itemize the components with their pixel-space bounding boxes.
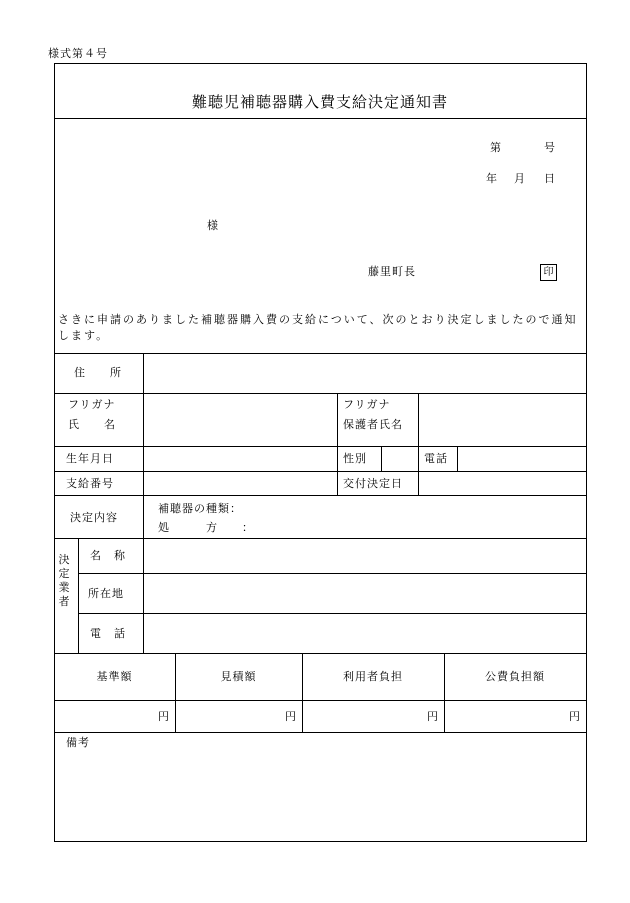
vendor-location-label: 所在地	[88, 587, 124, 600]
date-month: 月	[514, 172, 526, 185]
addressee-suffix: 様	[207, 219, 219, 232]
divider	[54, 732, 586, 733]
vendor-section-label	[56, 553, 72, 609]
doc-no-suffix: 号	[544, 141, 556, 154]
divider	[54, 471, 586, 472]
birthdate-label: 生年月日	[66, 452, 114, 465]
amount-header-estimate: 見積額	[220, 670, 257, 683]
divider	[78, 573, 586, 574]
seal-stamp: 印	[540, 264, 557, 281]
document-title: 難聴児補聴器購入費支給決定通知書	[191, 93, 448, 111]
prescription-label: 処 方 ：	[158, 521, 254, 534]
issue-date-label: 交付決定日	[343, 477, 403, 490]
vendor-label-char: 業	[58, 581, 70, 594]
vendor-label-char: 定	[58, 567, 70, 580]
divider	[54, 700, 586, 701]
decision-label: 決定内容	[70, 511, 118, 524]
divider	[54, 446, 586, 447]
remarks-label: 備考	[66, 736, 90, 749]
amount-unit: 円	[285, 710, 297, 723]
phone-label: 電話	[424, 452, 448, 465]
divider	[143, 353, 144, 653]
divider	[337, 393, 338, 495]
amount-header-user: 利用者負担	[343, 670, 403, 683]
address-label: 住 所	[74, 366, 122, 379]
intro-text: さきに申請のありました補聴器購入費の支給について、次のとおり決定しましたので通知します。	[58, 313, 578, 342]
divider	[78, 538, 79, 653]
date-year: 年	[486, 172, 498, 185]
guardian-name-label: 保護者氏名	[343, 418, 403, 431]
form-number: 様式第４号	[48, 47, 108, 60]
divider	[54, 353, 586, 354]
vendor-label-char: 者	[58, 595, 70, 608]
divider	[418, 393, 419, 495]
divider	[54, 393, 586, 394]
divider	[54, 118, 586, 119]
sex-label: 性別	[343, 452, 367, 465]
device-type-label: 補聴器の種類：	[158, 502, 242, 515]
divider	[381, 446, 382, 471]
form-frame	[54, 63, 587, 842]
payment-no-label: 支給番号	[66, 477, 114, 490]
vendor-phone-label: 電 話	[90, 627, 126, 640]
divider	[78, 613, 586, 614]
amount-unit: 円	[158, 710, 170, 723]
amount-header-standard: 基準額	[96, 670, 133, 683]
issuer: 藤里町長	[368, 265, 416, 278]
doc-no-prefix: 第	[490, 141, 502, 154]
divider	[54, 495, 586, 496]
guardian-furigana-label: フリガナ	[343, 398, 391, 411]
amount-unit: 円	[569, 710, 581, 723]
vendor-name-label: 名 称	[90, 549, 126, 562]
date-day: 日	[544, 172, 556, 185]
amount-unit: 円	[427, 710, 439, 723]
divider	[54, 653, 586, 654]
amount-header-public: 公費負担額	[485, 670, 545, 683]
furigana-label: フリガナ	[68, 398, 116, 411]
divider	[457, 446, 458, 471]
name-label: 氏 名	[68, 418, 116, 431]
vendor-label-char: 決	[58, 553, 70, 566]
divider	[54, 538, 586, 539]
